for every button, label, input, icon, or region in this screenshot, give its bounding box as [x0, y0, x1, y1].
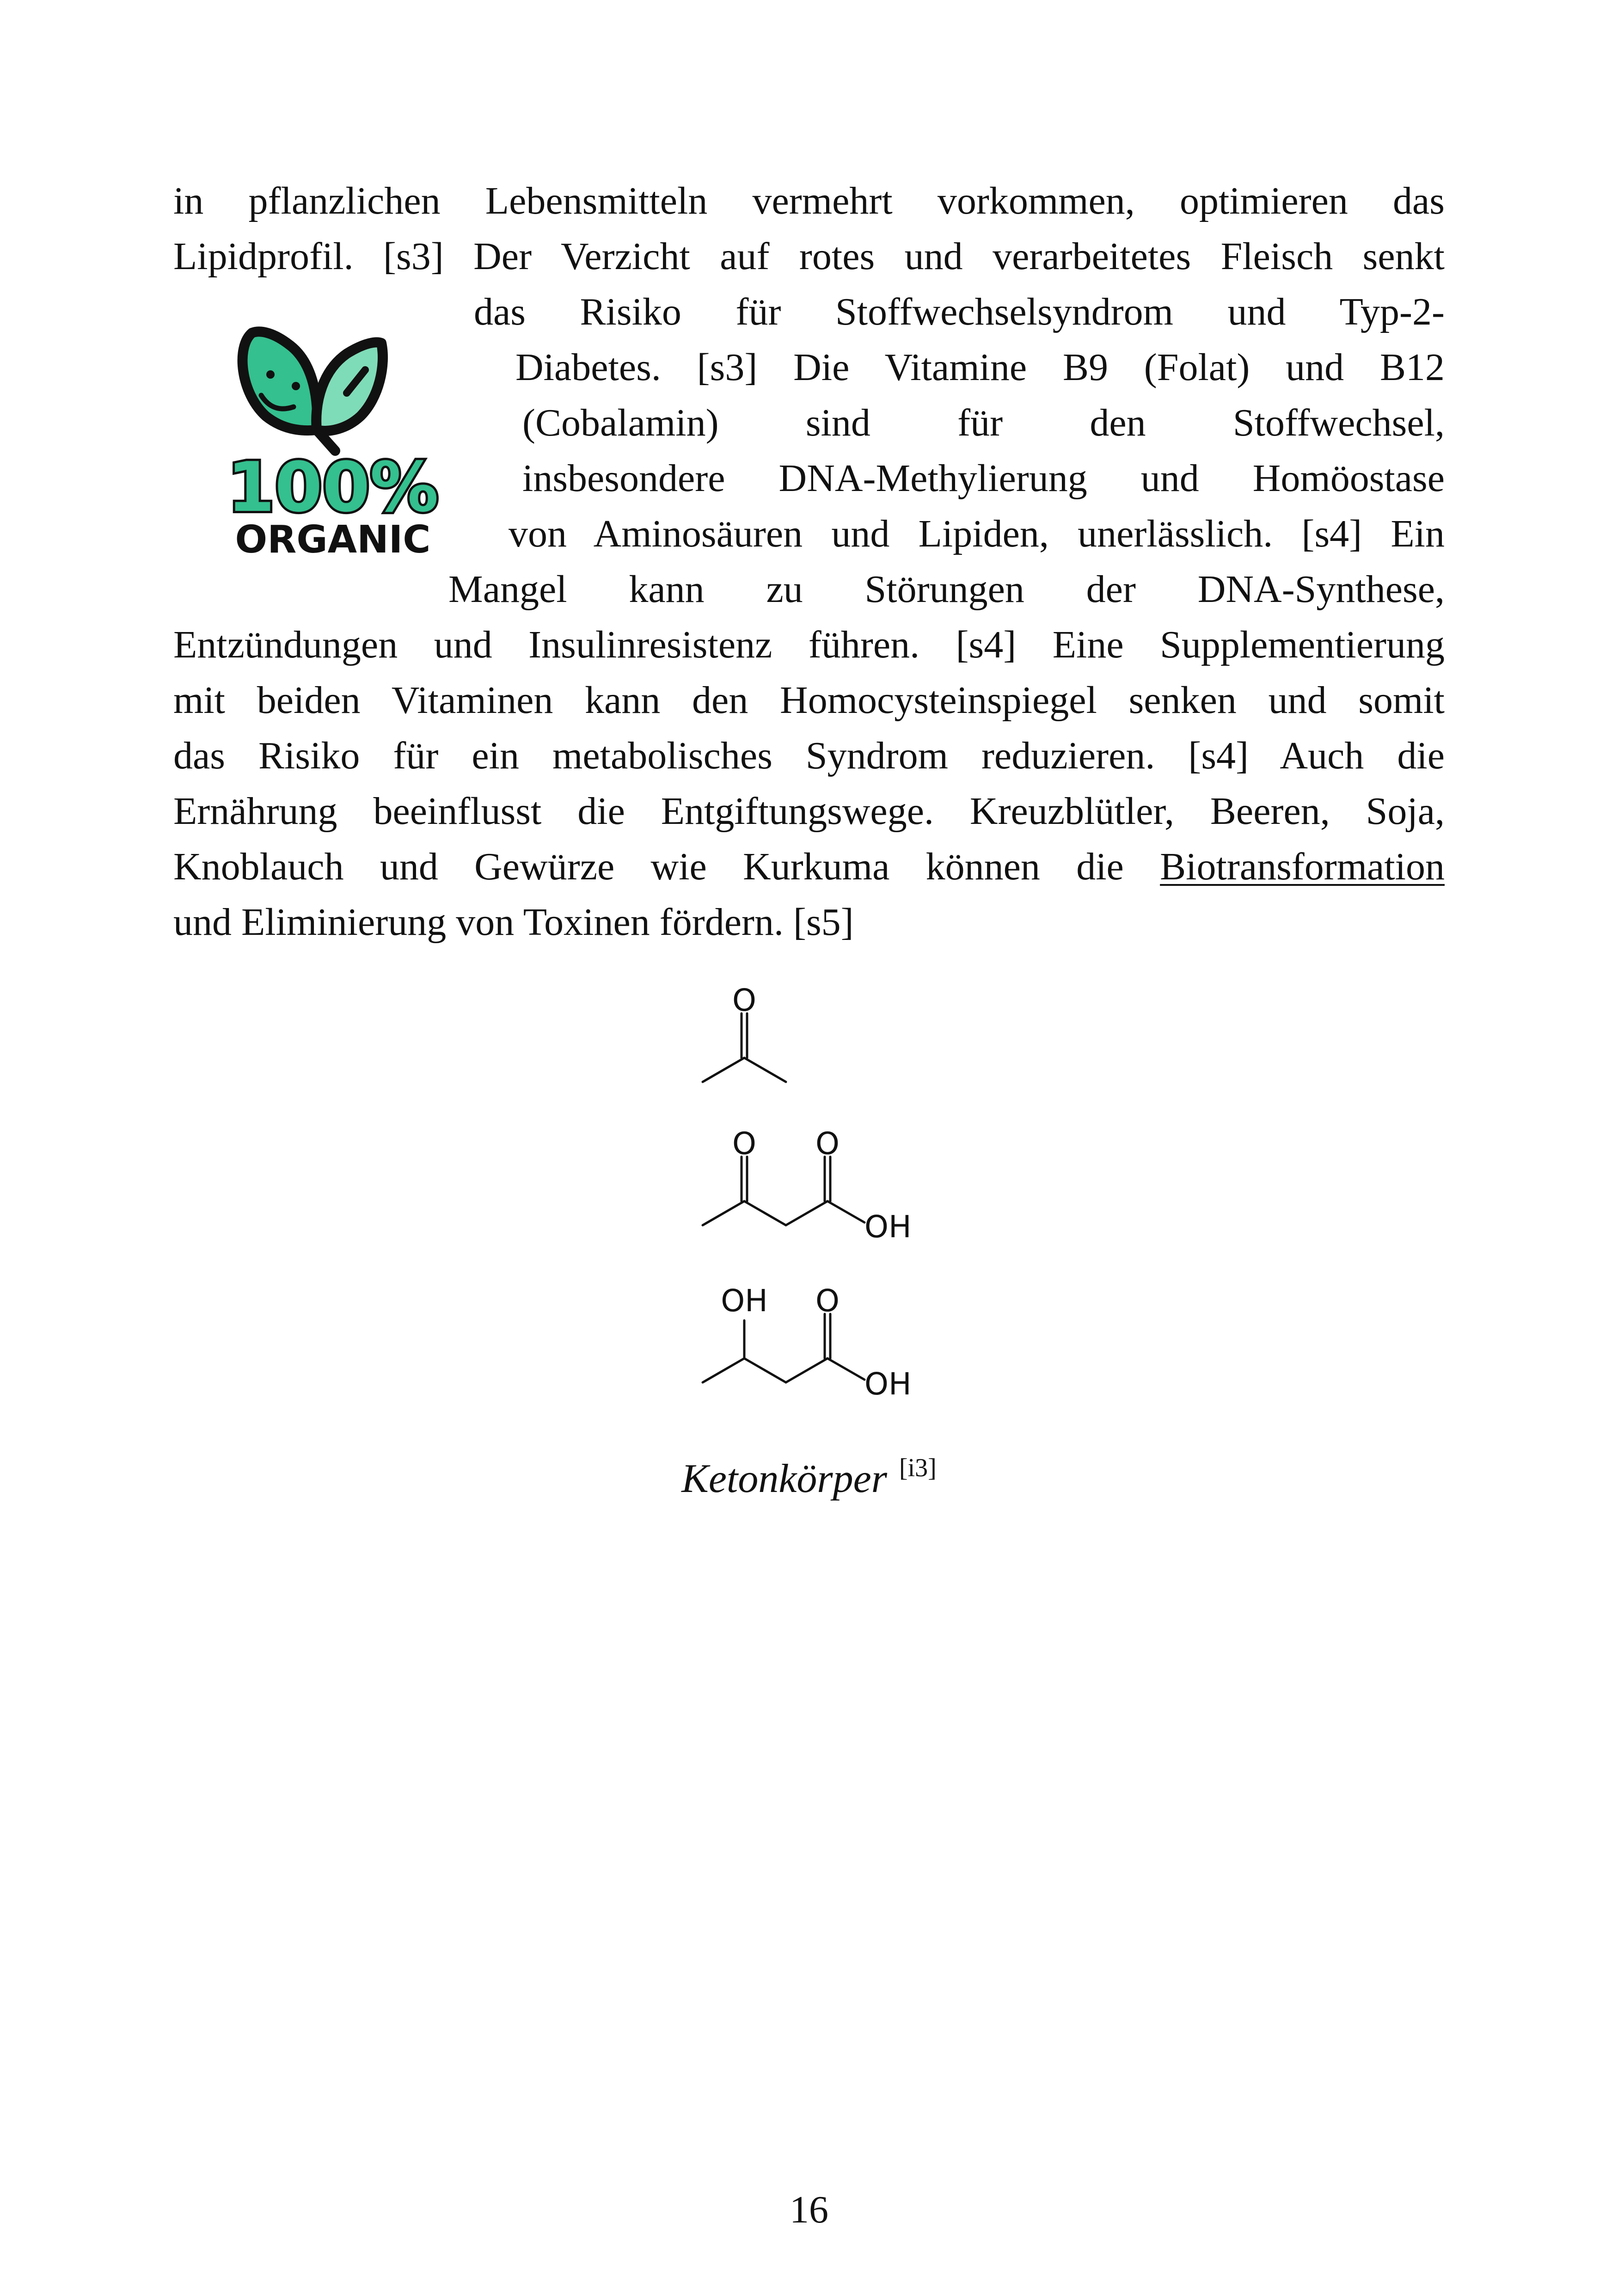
figure-caption-text: Ketonkörper [681, 1456, 887, 1501]
body-line-8: Mangel kann zu Störungen der DNA-Synthese, [448, 568, 1445, 611]
organic-logo [208, 319, 448, 569]
chemical-structures [647, 976, 971, 1419]
acetoacetate-hydroxyl-label: OH [864, 1209, 912, 1245]
body-line-2: Lipidprofil. [s3] Der Verzicht auf rotes und verarbeitetes Fleisch senkt [173, 235, 1445, 278]
logo-percent-text: 100% [227, 448, 439, 527]
figure-caption [555, 1443, 1063, 1504]
body-line-4: Diabetes. [s3] Die Vitamine B9 (Folat) und B12 [515, 346, 1445, 389]
body-line-1: in pflanzlichen Lebensmitteln vermehrt vorkommen, optimieren das [173, 179, 1445, 222]
body-line-7: von Aminosäuren und Lipiden, unerlässlich. [s4] Ein [509, 512, 1445, 555]
hydroxybutyrate-acid-hydroxyl-label: OH [864, 1366, 912, 1402]
hydroxybutyrate-hydroxyl-label: OH [721, 1283, 768, 1319]
figure-caption-ref: [i3] [899, 1454, 937, 1482]
body-line-9: Entzündungen und Insulinresistenz führen. [s4] Eine Supplementierung [173, 623, 1445, 666]
acetoacetate-acid-oxygen-label: O [815, 1126, 840, 1161]
body-line-10: mit beiden Vitaminen kann den Homocysteinspiegel senken und somit [173, 679, 1445, 722]
leaf-icon [208, 319, 448, 569]
body-line-12: Ernährung beeinflusst die Entgiftungswege. Kreuzblütler, Beeren, Soja, [173, 790, 1445, 833]
body-line-6: insbesondere DNA-Methylierung und Homöostase [522, 457, 1445, 500]
logo-organic-text: ORGANIC [235, 518, 431, 562]
body-line-3: das Risiko für Stoffwechselsyndrom und Typ-2- [474, 290, 1445, 333]
ketone-bodies-figure [647, 976, 971, 1419]
acetoacetate-ketone-oxygen-label: O [732, 1126, 756, 1161]
body-line-13-text: Knoblauch und Gewürze wie Kurkuma können die [173, 845, 1160, 888]
body-line-13 [173, 844, 1445, 890]
biotransformation-link[interactable]: Biotransformation [1160, 845, 1445, 888]
body-line-11: das Risiko für ein metabolisches Syndrom reduzieren. [s4] Auch die [173, 734, 1445, 777]
body-line-14: und Eliminierung von Toxinen fördern. [s5] [173, 901, 854, 944]
hydroxybutyrate-acid-oxygen-label: O [815, 1283, 840, 1319]
acetone-oxygen-label: O [732, 982, 756, 1018]
body-line-5: (Cobalamin) sind für den Stoffwechsel, [522, 401, 1445, 444]
page-number: 16 [790, 2188, 828, 2231]
